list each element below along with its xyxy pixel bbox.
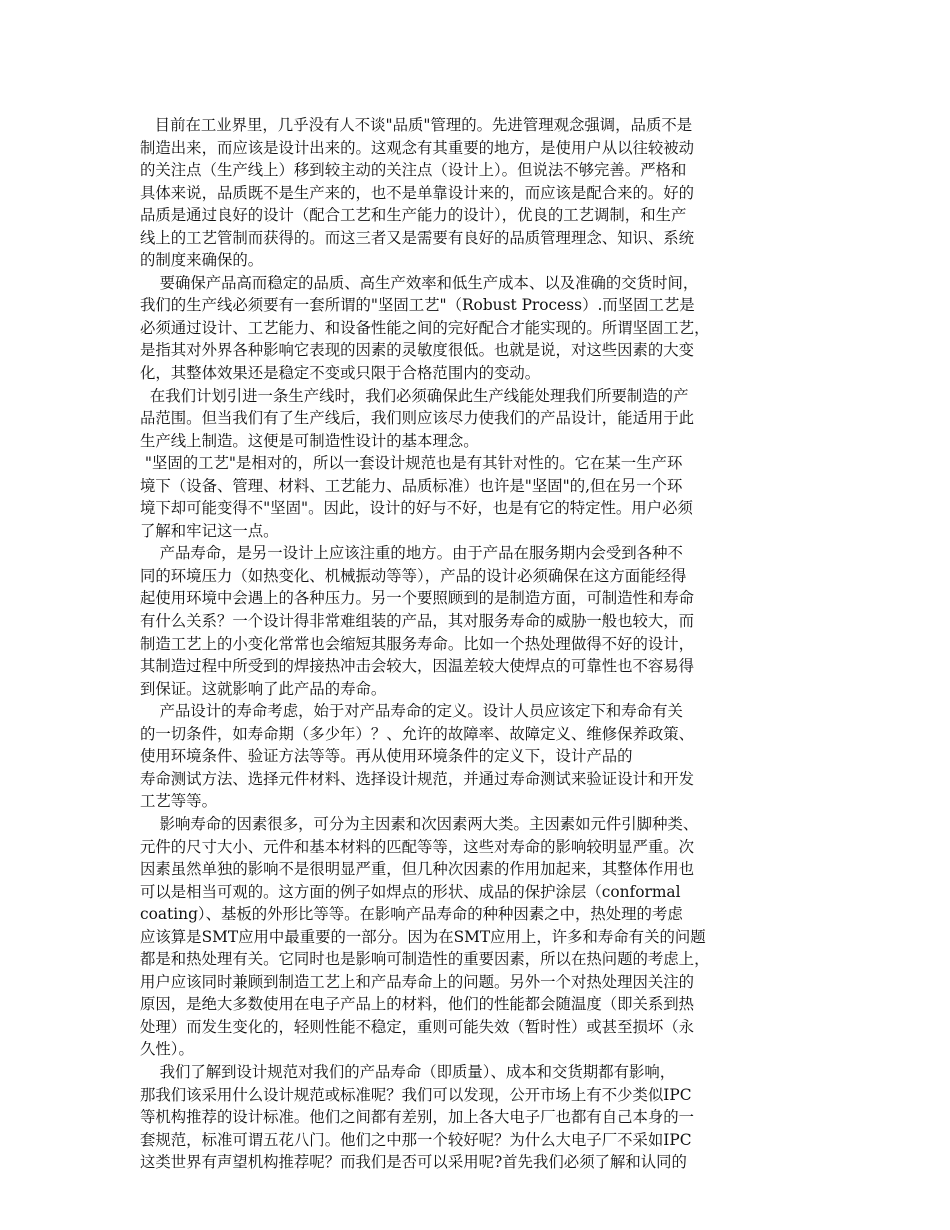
text-line: 用户应该同时兼顾到制造工艺上和产品寿命上的问题。另外一个对热处理因关注的 — [140, 972, 695, 991]
text-line: 产品设计的寿命考虑，始于对产品寿命的定义。设计人员应该定下和寿命有关 — [140, 702, 683, 721]
text-line: 制造工艺上的小变化常常也会缩短其服务寿命。比如一个热处理做得不好的设计， — [140, 634, 695, 653]
text-line: 的制度来确保的。 — [140, 251, 264, 270]
text-line: 可以是相当可观的。这方面的例子如焊点的形状、成品的保护涂层（conformal — [140, 882, 681, 901]
text-line: 套规范，标准可谓五花八门。他们之中那一个较好呢？为什么大电子厂不采如IPC — [140, 1130, 692, 1149]
paragraph-life-definition — [140, 700, 812, 813]
text-line: 制造出来，而应该是设计出来的。这观念有其重要的地方，是使用户从以往较被动 — [140, 138, 695, 157]
text-line: 品范围。但当我们有了生产线后，我们则应该尽力使我们的产品设计，能适用于此 — [140, 409, 695, 428]
text-line: 久性）。 — [140, 1040, 194, 1059]
text-line: 必须通过设计、工艺能力、和设备性能之间的完好配合才能实现的。所谓坚固工艺， — [140, 318, 710, 337]
text-line: 原因，是绝大多数使用在电子产品上的材料，他们的性能都会随温度（即关系到热 — [140, 995, 695, 1014]
text-line: 其制造过程中所受到的焊接热冲击会较大，因温差较大使焊点的可靠性也不容易得 — [140, 657, 695, 676]
paragraph-design-standards — [140, 1061, 812, 1174]
text-line: 使用环境条件、验证方法等等。再从使用环境条件的定义下，设计产品的 — [140, 747, 633, 766]
text-line: 目前在工业界里，几乎没有人不谈"品质"管理的。先进管理观念强调，品质不是 — [140, 116, 693, 134]
paragraph-production-line — [140, 385, 812, 453]
text-line: 寿命测试方法、选择元件材料、选择设计规范，并通过寿命测试来验证设计和开发 — [140, 769, 695, 788]
text-line: 我们的生产线必须要有一套所谓的"坚固工艺"（Robust Process）.而坚固工艺是 — [140, 296, 695, 315]
text-line: 这类世界有声望机构推荐呢？而我们是否可以采用呢?首先我们必须了解和认同的 — [140, 1153, 687, 1172]
text-line: 元件的尺寸大小、元件和基本材料的匹配等等，这些对寿命的影响较明显严重。次 — [140, 837, 695, 856]
text-line: 境下（设备、管理、材料、工艺能力、品质标准）也许是"坚固"的,但在另一个环 — [140, 476, 683, 495]
text-line: 是指其对外界各种影响它表现的因素的灵敏度很低。也就是说，对这些因素的大变 — [140, 341, 695, 360]
text-line: 的一切条件，如寿命期（多少年）？、允许的故障率、故障定义、维修保养政策、 — [140, 724, 695, 743]
text-line: 有什么关系？一个设计得非常难组装的产品，其对服务寿命的威胁一般也较大，而 — [140, 612, 695, 631]
text-line: 影响寿命的因素很多，可分为主因素和次因素两大类。主因素如元件引脚种类、 — [140, 814, 699, 833]
text-line: 化，其整体效果还是稳定不变或只限于合格范围内的变动。 — [140, 364, 541, 383]
text-line: 在我们计划引进一条生产线时，我们必须确保此生产线能处理我们所要制造的产 — [140, 386, 689, 405]
text-line: 了解和牢记这一点。 — [140, 521, 279, 540]
text-line: 线上的工艺管制而获得的。而这三者又是需要有良好的品质管理理念、知识、系统 — [140, 228, 695, 247]
text-line: 到保证。这就影响了此产品的寿命。 — [140, 679, 387, 698]
paragraph-quality-concept — [140, 114, 812, 272]
text-line: 境下却可能变得不"坚固"。因此，设计的好与不好，也是有它的特定性。用户必须 — [140, 499, 693, 518]
text-line: 等机构推荐的设计标准。他们之间都有差别，加上各大电子厂也都有自己本身的一 — [140, 1108, 695, 1127]
text-line: 同的环境压力（如热变化、机械振动等等），产品的设计必须确保在这方面能经得 — [140, 566, 687, 585]
paragraph-robust-process — [140, 272, 812, 385]
text-line: 生产线上制造。这便是可制造性设计的基本理念。 — [140, 431, 479, 450]
text-line: 的关注点（生产线上）移到较主动的关注点（设计上）。但说法不够完善。严格和 — [140, 161, 687, 180]
text-line: 都是和热处理有关。它同时也是影响可制造性的重要因素，所以在热问题的考虑上， — [140, 950, 710, 969]
text-line: 品质是通过良好的设计（配合工艺和生产能力的设计），优良的工艺调制，和生产 — [140, 206, 687, 225]
text-line: 我们了解到设计规范对我们的产品寿命（即质量）、成本和交货期都有影响， — [140, 1062, 676, 1081]
text-line: 那我们该采用什么设计规范或标准呢？我们可以发现，公开市场上有不少类似IPC — [140, 1085, 692, 1104]
text-line: coating）、基板的外形比等等。在影响产品寿命的种种因素之中，热处理的考虑 — [140, 905, 683, 924]
text-line: 因素虽然单独的影响不是很明显严重，但几种次因素的作用加起来，其整体作用也 — [140, 860, 695, 879]
text-line: 产品寿命，是另一设计上应该注重的地方。由于产品在服务期内会受到各种不 — [140, 544, 683, 563]
text-line: 应该算是SMT应用中最重要的一部分。因为在SMT应用上，许多和寿命有关的问题 — [140, 927, 706, 946]
document-body — [140, 114, 812, 1174]
text-line: 要确保产品高而稳定的品质、高生产效率和低生产成本、以及准确的交货时间， — [140, 273, 699, 292]
text-line: 具体来说，品质既不是生产来的，也不是单靠设计来的，而应该是配合来的。好的 — [140, 183, 695, 202]
text-line: 处理）而发生变化的，轻则性能不稳定，重则可能失效（暂时性）或甚至损坏（永 — [140, 1017, 695, 1036]
paragraph-life-factors — [140, 813, 812, 1061]
text-line: "坚固的工艺"是相对的，所以一套设计规范也是有其针对性的。它在某一生产环 — [140, 454, 683, 473]
text-line: 起使用环境中会遇上的各种压力。另一个要照顾到的是制造方面，可制造性和寿命 — [140, 589, 695, 608]
paragraph-relative-robustness — [140, 452, 812, 542]
paragraph-product-life — [140, 542, 812, 700]
text-line: 工艺等等。 — [140, 792, 217, 811]
